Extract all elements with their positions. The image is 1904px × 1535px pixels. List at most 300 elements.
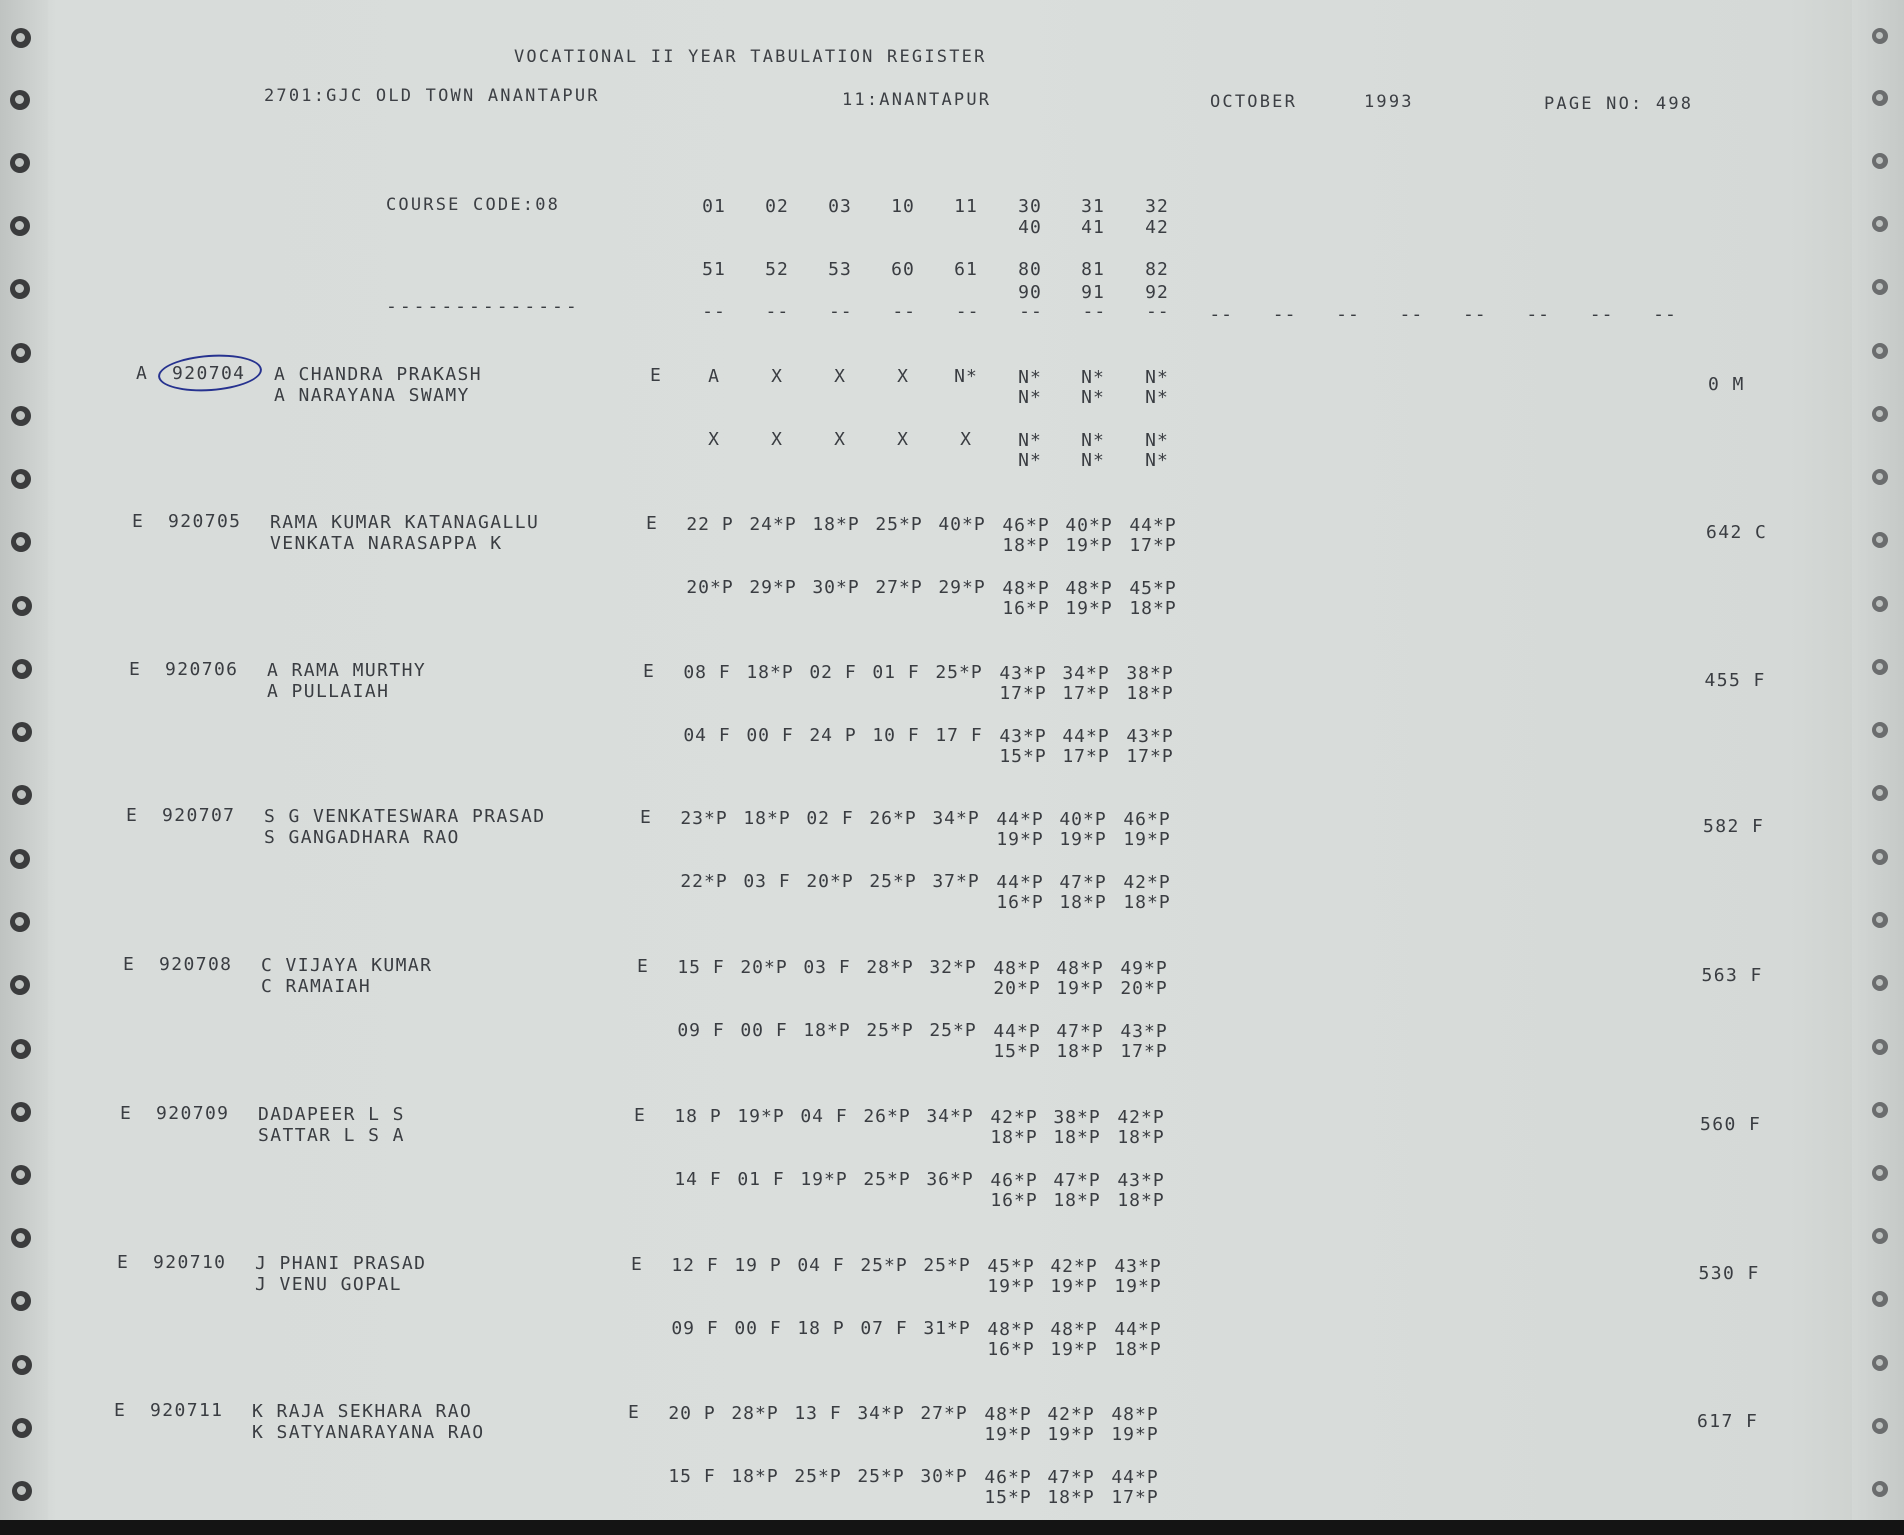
separator-dash: -- xyxy=(1082,301,1107,322)
mark-cell: 12 F xyxy=(671,1255,719,1276)
mark-cell: 18*P xyxy=(1123,892,1171,913)
mark-cell: 24*P xyxy=(749,514,797,535)
course-code-underline: -------------- xyxy=(386,296,580,317)
mark-cell: 18*P xyxy=(1002,535,1050,556)
mark-cell: 02 F xyxy=(806,808,854,829)
tractor-feed-hole xyxy=(11,1039,31,1059)
separator-dash: -- xyxy=(1653,304,1677,325)
separator-dash: -- xyxy=(765,301,790,322)
grand-total: 530 F xyxy=(1698,1263,1760,1284)
mark-cell: 34*P xyxy=(1062,663,1110,684)
mark-cell: 20*P xyxy=(686,577,734,598)
mark-cell: N* xyxy=(1081,430,1105,451)
separator-dash: -- xyxy=(892,301,917,322)
mark-cell: 15 F xyxy=(668,1466,716,1487)
mark-cell: X xyxy=(834,366,846,387)
mark-cell: 00 F xyxy=(734,1318,782,1339)
mark-cell: 19*P xyxy=(1065,598,1113,619)
subject-code: 52 xyxy=(765,259,789,280)
mark-cell: 25*P xyxy=(857,1466,905,1487)
grand-total: 455 F xyxy=(1704,670,1766,691)
mark-cell: 17*P xyxy=(1120,1041,1168,1062)
mark-cell: 19*P xyxy=(800,1169,848,1190)
medium: E xyxy=(643,661,656,682)
mark-cell: 25*P xyxy=(875,514,923,535)
mark-cell: 17*P xyxy=(1129,535,1177,556)
mark-cell: 20*P xyxy=(1120,978,1168,999)
mark-cell: 25*P xyxy=(860,1255,908,1276)
mark-cell: 29*P xyxy=(749,577,797,598)
tractor-feed-hole xyxy=(1872,469,1888,485)
tractor-feed-hole xyxy=(1872,1228,1888,1244)
subject-code: 42 xyxy=(1145,217,1169,238)
mark-cell: 04 F xyxy=(800,1106,848,1127)
mark-cell: 47*P xyxy=(1056,1021,1104,1042)
tractor-feed-hole xyxy=(1872,785,1888,801)
medium: E xyxy=(631,1254,644,1275)
subject-code: 02 xyxy=(765,196,789,217)
mark-cell: 18*P xyxy=(1053,1127,1101,1148)
mark-cell: 16*P xyxy=(990,1190,1038,1211)
mark-cell: 22*P xyxy=(680,871,728,892)
mark-cell: 19*P xyxy=(987,1276,1035,1297)
mark-cell: 02 F xyxy=(809,662,857,683)
subject-code: 61 xyxy=(954,259,978,280)
tractor-feed-hole xyxy=(11,1102,31,1122)
mark-cell: 26*P xyxy=(863,1106,911,1127)
mark-cell: 47*P xyxy=(1059,872,1107,893)
mark-cell: 30*P xyxy=(812,577,860,598)
mark-cell: 44*P xyxy=(1129,515,1177,536)
mark-cell: 40*P xyxy=(1065,515,1113,536)
mark-cell: 15*P xyxy=(993,1041,1041,1062)
mark-cell: 32*P xyxy=(929,957,977,978)
mark-cell: 18*P xyxy=(746,662,794,683)
tractor-feed-hole xyxy=(10,153,30,173)
tractor-feed-hole xyxy=(1872,90,1888,106)
mark-cell: 46*P xyxy=(984,1467,1032,1488)
mark-cell: 25*P xyxy=(794,1466,842,1487)
result-category: E xyxy=(120,1103,133,1124)
roll-number: 920708 xyxy=(159,954,233,975)
tractor-feed-hole xyxy=(12,659,32,679)
mark-cell: 30*P xyxy=(920,1466,968,1487)
student-name: A CHANDRA PRAKASH xyxy=(274,364,483,385)
mark-cell: 46*P xyxy=(1002,515,1050,536)
tractor-feed-hole xyxy=(10,912,30,932)
mark-cell: 18*P xyxy=(743,808,791,829)
tractor-feed-hole xyxy=(11,532,31,552)
tractor-feed-hole xyxy=(11,1228,31,1248)
tractor-feed-hole xyxy=(1872,1039,1888,1055)
mark-cell: 25*P xyxy=(866,1020,914,1041)
mark-cell: 08 F xyxy=(683,662,731,683)
mark-cell: 47*P xyxy=(1053,1170,1101,1191)
mark-cell: 00 F xyxy=(740,1020,788,1041)
subject-code: 10 xyxy=(891,196,915,217)
tractor-feed-hole xyxy=(1872,532,1888,548)
mark-cell: 18*P xyxy=(990,1127,1038,1148)
result-category: E xyxy=(114,1400,127,1421)
tractor-feed-hole xyxy=(1872,279,1888,295)
mark-cell: 19*P xyxy=(984,1424,1032,1445)
medium: E xyxy=(634,1105,647,1126)
mark-cell: X xyxy=(771,429,783,450)
roll-number: 920706 xyxy=(165,659,239,680)
mark-cell: 46*P xyxy=(1123,809,1171,830)
mark-cell: 01 F xyxy=(872,662,920,683)
mark-cell: 15 F xyxy=(677,957,725,978)
mark-cell: 09 F xyxy=(677,1020,725,1041)
mark-cell: 42*P xyxy=(1123,872,1171,893)
mark-cell: 18*P xyxy=(803,1020,851,1041)
subject-code: 81 xyxy=(1081,259,1105,280)
mark-cell: 25*P xyxy=(869,871,917,892)
medium: E xyxy=(650,365,663,386)
mark-cell: 23*P xyxy=(680,808,728,829)
mark-cell: X xyxy=(897,429,909,450)
mark-cell: 27*P xyxy=(920,1403,968,1424)
course-code: COURSE CODE:08 xyxy=(386,195,561,215)
mark-cell: 25*P xyxy=(923,1255,971,1276)
tractor-feed-hole xyxy=(10,216,30,236)
mark-cell: X xyxy=(897,366,909,387)
mark-cell: 15*P xyxy=(984,1487,1032,1508)
separator-dash: -- xyxy=(1336,304,1360,325)
mark-cell: 17 F xyxy=(935,725,983,746)
separator-dash: -- xyxy=(1526,304,1551,325)
mark-cell: 48*P xyxy=(1111,1404,1159,1425)
mark-cell: 17*P xyxy=(1062,683,1110,704)
mark-cell: 20 P xyxy=(668,1403,716,1424)
tractor-feed-hole xyxy=(1872,1355,1888,1371)
page-number: PAGE NO: 498 xyxy=(1544,94,1694,114)
mark-cell: X xyxy=(834,429,846,450)
mark-cell: 19*P xyxy=(1056,978,1104,999)
mark-cell: 16*P xyxy=(1002,598,1050,619)
mark-cell: 19*P xyxy=(737,1106,785,1127)
result-category: E xyxy=(126,805,139,826)
tractor-feed-hole xyxy=(11,469,31,489)
mark-cell: N* xyxy=(1018,387,1042,408)
subject-code: 32 xyxy=(1145,196,1169,217)
mark-cell: 42*P xyxy=(1047,1404,1095,1425)
mark-cell: X xyxy=(960,429,972,450)
subject-code: 82 xyxy=(1145,259,1169,280)
subject-code: 03 xyxy=(828,196,852,217)
result-category: E xyxy=(132,511,145,532)
mark-cell: 19*P xyxy=(996,829,1044,850)
mark-cell: 48*P xyxy=(1002,578,1050,599)
mark-cell: 38*P xyxy=(1053,1107,1101,1128)
mark-cell: 25*P xyxy=(935,662,983,683)
mark-cell: 17*P xyxy=(1126,746,1174,767)
mark-cell: 38*P xyxy=(1126,663,1174,684)
mark-cell: 07 F xyxy=(860,1318,908,1339)
mark-cell: N* xyxy=(1145,387,1169,408)
subject-code: 80 xyxy=(1018,259,1042,280)
medium: E xyxy=(640,807,653,828)
tractor-feed-hole xyxy=(10,975,30,995)
mark-cell: 29*P xyxy=(938,577,986,598)
separator-dash: -- xyxy=(955,301,980,322)
ink-circle-mark xyxy=(157,351,263,394)
mark-cell: 18*P xyxy=(812,514,860,535)
subject-code: 41 xyxy=(1081,217,1105,238)
mark-cell: 25*P xyxy=(863,1169,911,1190)
father-name: SATTAR L S A xyxy=(258,1125,405,1146)
separator-dash: -- xyxy=(1589,304,1614,325)
mark-cell: 18*P xyxy=(1059,892,1107,913)
mark-cell: 18 P xyxy=(674,1106,722,1127)
tractor-feed-hole xyxy=(10,849,30,869)
separator-dash: -- xyxy=(1399,304,1424,325)
mark-cell: 46*P xyxy=(990,1170,1038,1191)
grand-total: 582 F xyxy=(1703,816,1765,837)
mark-cell: 49*P xyxy=(1120,958,1168,979)
mark-cell: N* xyxy=(1081,367,1105,388)
mark-cell: 45*P xyxy=(987,1256,1035,1277)
subject-code: 30 xyxy=(1018,196,1042,217)
student-name: S G VENKATESWARA PRASAD xyxy=(264,806,546,827)
mark-cell: 19 P xyxy=(734,1255,782,1276)
tractor-feed-hole xyxy=(1872,216,1888,232)
mark-cell: 44*P xyxy=(993,1021,1041,1042)
mark-cell: 42*P xyxy=(1050,1256,1098,1277)
tractor-feed-hole xyxy=(11,1165,31,1185)
mark-cell: 18*P xyxy=(1117,1127,1165,1148)
mark-cell: 44*P xyxy=(1114,1319,1162,1340)
mark-cell: 16*P xyxy=(987,1339,1035,1360)
tractor-feed-hole xyxy=(1872,596,1888,612)
grand-total: 0 M xyxy=(1708,374,1745,395)
subject-code: 31 xyxy=(1081,196,1105,217)
mark-cell: N* xyxy=(1145,367,1169,388)
mark-cell: 48*P xyxy=(987,1319,1035,1340)
exam-year: 1993 xyxy=(1364,92,1414,112)
mark-cell: 19*P xyxy=(1065,535,1113,556)
mark-cell: 48*P xyxy=(1050,1319,1098,1340)
result-category: E xyxy=(117,1252,130,1273)
subject-code: 53 xyxy=(828,259,852,280)
mark-cell: 28*P xyxy=(866,957,914,978)
mark-cell: N* xyxy=(1018,450,1042,471)
mark-cell: 18*P xyxy=(1056,1041,1104,1062)
subject-code: 90 xyxy=(1018,282,1042,303)
tractor-feed-hole xyxy=(1872,28,1888,44)
mark-cell: 17*P xyxy=(999,683,1047,704)
subject-code: 91 xyxy=(1081,282,1105,303)
mark-cell: 19*P xyxy=(1111,1424,1159,1445)
subject-code: 92 xyxy=(1145,282,1169,303)
mark-cell: 19*P xyxy=(1059,829,1107,850)
subject-code: 11 xyxy=(954,196,978,217)
tractor-feed-hole xyxy=(12,1355,32,1375)
mark-cell: 42*P xyxy=(990,1107,1038,1128)
mark-cell: 34*P xyxy=(932,808,980,829)
mark-cell: 48*P xyxy=(1056,958,1104,979)
mark-cell: 27*P xyxy=(875,577,923,598)
mark-cell: 40*P xyxy=(938,514,986,535)
mark-cell: 24 P xyxy=(809,725,857,746)
tractor-feed-hole xyxy=(12,785,32,805)
tractor-feed-hole xyxy=(1872,722,1888,738)
separator-dash: -- xyxy=(1019,301,1043,322)
tractor-feed-hole xyxy=(10,279,30,299)
mark-cell: 28*P xyxy=(731,1403,779,1424)
tractor-feed-hole xyxy=(10,90,30,110)
mark-cell: N* xyxy=(1018,430,1042,451)
medium: E xyxy=(628,1402,641,1423)
grand-total: 563 F xyxy=(1701,965,1763,986)
roll-number: 920705 xyxy=(168,511,242,532)
subject-code: 40 xyxy=(1018,217,1042,238)
student-name: C VIJAYA KUMAR xyxy=(261,955,433,976)
mark-cell: N* xyxy=(1018,367,1042,388)
tractor-feed-hole xyxy=(11,1291,31,1311)
exam-month: OCTOBER xyxy=(1210,92,1298,112)
tractor-feed-hole xyxy=(1872,1102,1888,1118)
student-name: K RAJA SEKHARA RAO xyxy=(252,1401,473,1422)
result-category: E xyxy=(123,954,136,975)
mark-cell: 18*P xyxy=(1126,683,1174,704)
grand-total: 617 F xyxy=(1697,1411,1759,1432)
mark-cell: 43*P xyxy=(1114,1256,1162,1277)
mark-cell: 19*P xyxy=(1047,1424,1095,1445)
mark-cell: 17*P xyxy=(1111,1487,1159,1508)
tractor-feed-hole xyxy=(1872,975,1888,991)
tractor-feed-hole xyxy=(1872,343,1888,359)
mark-cell: 43*P xyxy=(999,663,1047,684)
tractor-feed-hole xyxy=(11,406,31,426)
tractor-feed-hole xyxy=(1872,659,1888,675)
student-name: A RAMA MURTHY xyxy=(267,660,427,681)
mark-cell: 03 F xyxy=(803,957,851,978)
mark-cell: 00 F xyxy=(746,725,794,746)
mark-cell: 47*P xyxy=(1047,1467,1095,1488)
father-name: VENKATA NARASAPPA K xyxy=(270,533,503,554)
mark-cell: 44*P xyxy=(996,809,1044,830)
mark-cell: 20*P xyxy=(806,871,854,892)
mark-cell: 26*P xyxy=(869,808,917,829)
father-name: C RAMAIAH xyxy=(261,976,372,997)
mark-cell: 14 F xyxy=(674,1169,722,1190)
mark-cell: 18*P xyxy=(1047,1487,1095,1508)
subject-code: 01 xyxy=(702,196,726,217)
mark-cell: 16*P xyxy=(996,892,1044,913)
separator-dash: -- xyxy=(702,301,726,322)
separator-dash: -- xyxy=(1462,304,1487,325)
mark-cell: 15*P xyxy=(999,746,1047,767)
mark-cell: 40*P xyxy=(1059,809,1107,830)
mark-cell: 43*P xyxy=(1117,1170,1165,1191)
roll-number: 920707 xyxy=(162,805,236,826)
tractor-feed-hole xyxy=(1872,153,1888,169)
mark-cell: 13 F xyxy=(794,1403,842,1424)
mark-cell: 48*P xyxy=(1065,578,1113,599)
mark-cell: X xyxy=(708,429,720,450)
separator-dash: -- xyxy=(1272,304,1297,325)
father-name: S GANGADHARA RAO xyxy=(264,827,460,848)
roll-number: 920709 xyxy=(156,1103,230,1124)
mark-cell: 43*P xyxy=(1120,1021,1168,1042)
mark-cell: 03 F xyxy=(743,871,791,892)
mark-cell: N* xyxy=(954,366,978,387)
roll-number: 920711 xyxy=(150,1400,224,1421)
mark-cell: 42*P xyxy=(1117,1107,1165,1128)
mark-cell: 45*P xyxy=(1129,578,1177,599)
medium: E xyxy=(646,513,659,534)
mark-cell: 19*P xyxy=(1050,1339,1098,1360)
mark-cell: 22 P xyxy=(686,514,734,535)
mark-cell: 18*P xyxy=(1129,598,1177,619)
subject-code: 60 xyxy=(891,259,915,280)
separator-dash: -- xyxy=(1145,301,1170,322)
mark-cell: 34*P xyxy=(857,1403,905,1424)
mark-cell: N* xyxy=(1081,387,1105,408)
mark-cell: 37*P xyxy=(932,871,980,892)
tractor-feed-hole xyxy=(12,1418,32,1438)
mark-cell: 19*P xyxy=(1050,1276,1098,1297)
tractor-feed-hole xyxy=(1872,849,1888,865)
grand-total: 560 F xyxy=(1700,1114,1762,1135)
mark-cell: 01 F xyxy=(737,1169,785,1190)
mark-cell: 34*P xyxy=(926,1106,974,1127)
roll-number: 920704 xyxy=(172,363,246,384)
mark-cell: N* xyxy=(1145,450,1169,471)
mark-cell: 43*P xyxy=(1126,726,1174,747)
subject-code: 51 xyxy=(702,259,726,280)
mark-cell: A xyxy=(708,366,720,387)
mark-cell: 44*P xyxy=(1062,726,1110,747)
roll-number: 920710 xyxy=(153,1252,227,1273)
mark-cell: 44*P xyxy=(996,872,1044,893)
mark-cell: 10 F xyxy=(872,725,920,746)
tractor-feed-hole xyxy=(1872,406,1888,422)
student-name: RAMA KUMAR KATANAGALLU xyxy=(270,512,540,533)
mark-cell: 04 F xyxy=(797,1255,845,1276)
tractor-feed-hole xyxy=(1872,1291,1888,1307)
tractor-feed-hole xyxy=(1872,1481,1888,1497)
mark-cell: 09 F xyxy=(671,1318,719,1339)
mark-cell: 48*P xyxy=(993,958,1041,979)
tractor-feed-hole xyxy=(1872,912,1888,928)
mark-cell: 44*P xyxy=(1111,1467,1159,1488)
tractor-feed-hole xyxy=(1872,1418,1888,1434)
father-name: J VENU GOPAL xyxy=(255,1274,402,1295)
mark-cell: 25*P xyxy=(929,1020,977,1041)
mark-cell: N* xyxy=(1081,450,1105,471)
district-name: 11:ANANTAPUR xyxy=(842,90,992,110)
tractor-feed-hole xyxy=(1872,1165,1888,1181)
tractor-feed-hole xyxy=(12,722,32,742)
result-category: A xyxy=(136,363,149,384)
student-name: J PHANI PRASAD xyxy=(255,1253,427,1274)
medium: E xyxy=(637,956,650,977)
mark-cell: 18*P xyxy=(731,1466,779,1487)
mark-cell: 20*P xyxy=(993,978,1041,999)
grand-total: 642 C xyxy=(1706,522,1768,543)
mark-cell: 48*P xyxy=(984,1404,1032,1425)
separator-dash: -- xyxy=(1209,304,1234,325)
separator-dash: -- xyxy=(828,301,853,322)
father-name: K SATYANARAYANA RAO xyxy=(252,1422,485,1443)
mark-cell: 18 P xyxy=(797,1318,845,1339)
college-name: 2701:GJC OLD TOWN ANANTAPUR xyxy=(264,86,600,106)
father-name: A NARAYANA SWAMY xyxy=(274,385,470,406)
tractor-feed-hole xyxy=(12,596,32,616)
mark-cell: 31*P xyxy=(923,1318,971,1339)
